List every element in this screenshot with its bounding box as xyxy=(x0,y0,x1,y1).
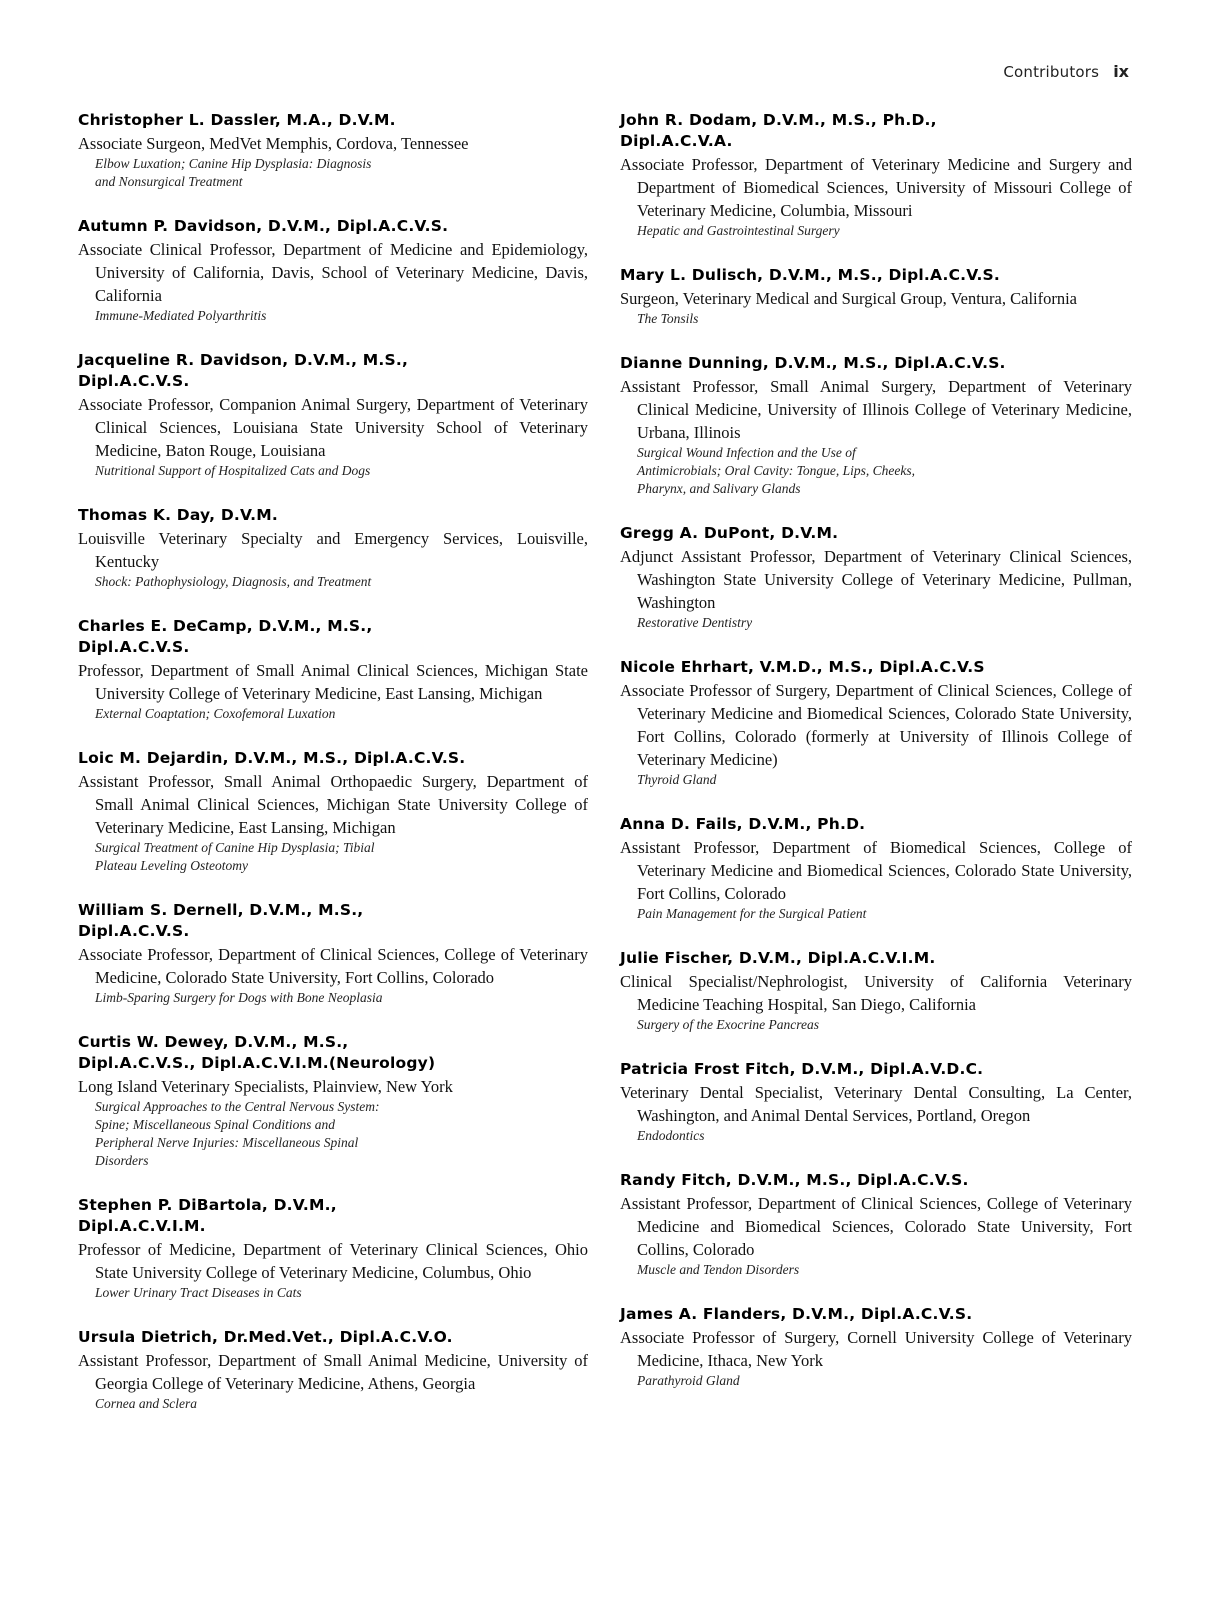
chapter-title-line: Limb-Sparing Surgery for Dogs with Bone Neoplasia xyxy=(95,990,383,1005)
contributor-name xyxy=(620,265,1132,286)
contributor-chapters xyxy=(620,1261,1132,1279)
contributor-chapters xyxy=(78,307,588,325)
contributor-chapters xyxy=(620,1016,1132,1034)
contributor-affiliation: Clinical Specialist/Nephrologist, University of California Veterinary Medicine Teaching Hospital, San Diego, California xyxy=(620,972,1132,1014)
contributor-chapters xyxy=(620,1127,1132,1145)
contributor-entry xyxy=(620,1059,1132,1145)
left-column xyxy=(78,110,588,1438)
contributor-name-line: Dianne Dunning, D.V.M., M.S., Dipl.A.C.V.S. xyxy=(620,354,1006,372)
contributor-entry xyxy=(78,1195,588,1302)
chapter-title-line: Restorative Dentistry xyxy=(637,615,753,630)
contributor-name-line: Anna D. Fails, D.V.M., Ph.D. xyxy=(620,815,866,833)
contributor-affiliation: Associate Professor of Surgery, Cornell University College of Veterinary Medicine, Ithaca, New York xyxy=(620,1328,1132,1370)
contributor-name xyxy=(78,900,588,942)
contributor-name-line: James A. Flanders, D.V.M., Dipl.A.C.V.S. xyxy=(620,1305,973,1323)
contributor-name-line: Dipl.A.C.V.S. xyxy=(78,638,190,656)
contributor-chapters xyxy=(78,1284,588,1302)
chapter-title-line: Antimicrobials; Oral Cavity: Tongue, Lips, Cheeks, xyxy=(637,463,915,478)
contributor-name xyxy=(620,1059,1132,1080)
contributor-name xyxy=(78,748,588,769)
contributor-name-line: Nicole Ehrhart, V.M.D., M.S., Dipl.A.C.V.S xyxy=(620,658,985,676)
contributor-name-line: Randy Fitch, D.V.M., M.S., Dipl.A.C.V.S. xyxy=(620,1171,969,1189)
contributor-affiliation: Long Island Veterinary Specialists, Plainview, New York xyxy=(78,1077,453,1096)
contributor-affiliation: Associate Professor of Surgery, Department of Clinical Sciences, College of Veterinary Medicine and Biomedical Sciences, Colorado State University, Fort Collins, Colorado (formerly at University of Illinois College of Veterinary Medicine) xyxy=(620,681,1132,769)
contributor-name-line: Thomas K. Day, D.V.M. xyxy=(78,506,278,524)
contributor-chapters xyxy=(620,222,1132,240)
chapter-title-line: Parathyroid Gland xyxy=(637,1373,740,1388)
contributor-name xyxy=(620,1170,1132,1191)
contributor-entry xyxy=(620,1170,1132,1279)
contributor-affiliation: Associate Professor, Department of Veterinary Medicine and Surgery and Department of Biomedical Sciences, University of Missouri College of Veterinary Medicine, Columbia, Missouri xyxy=(620,155,1132,220)
contributor-name-line: Dipl.A.C.V.S. xyxy=(78,922,190,940)
contributor-entry xyxy=(620,657,1132,789)
contributor-entry xyxy=(78,900,588,1007)
contributor-name-line: William S. Dernell, D.V.M., M.S., xyxy=(78,901,364,919)
contributor-affiliation: Assistant Professor, Small Animal Surgery, Department of Veterinary Clinical Medicine, University of Illinois College of Veterinary Medicine, Urbana, Illinois xyxy=(620,377,1132,442)
contributor-chapters xyxy=(78,462,588,480)
contributor-name xyxy=(78,110,588,131)
contributor-chapters xyxy=(78,1395,588,1413)
contributor-name xyxy=(620,657,1132,678)
contributor-affiliation: Adjunct Assistant Professor, Department of Veterinary Clinical Sciences, Washington State University College of Veterinary Medicine, Pullman, Washington xyxy=(620,547,1132,612)
chapter-title-line: Disorders xyxy=(95,1153,149,1168)
contributor-name-line: Gregg A. DuPont, D.V.M. xyxy=(620,524,839,542)
contributor-chapters xyxy=(78,1098,588,1170)
contributor-entry xyxy=(620,523,1132,632)
chapter-title-line: Plateau Leveling Osteotomy xyxy=(95,858,248,873)
chapter-title-line: Peripheral Nerve Injuries: Miscellaneous Spinal xyxy=(95,1135,359,1150)
contributor-chapters xyxy=(78,705,588,723)
right-column xyxy=(620,110,1132,1415)
chapter-title-line: Pain Management for the Surgical Patient xyxy=(637,906,867,921)
contributor-chapters xyxy=(620,614,1132,632)
chapter-title-line: Muscle and Tendon Disorders xyxy=(637,1262,800,1277)
contributor-entry xyxy=(620,1304,1132,1390)
contributor-entry xyxy=(78,350,588,480)
chapter-title-line: Surgical Wound Infection and the Use of xyxy=(637,445,856,460)
contributor-name-line: Dipl.A.C.V.I.M. xyxy=(78,1217,206,1235)
contributor-affiliation: Veterinary Dental Specialist, Veterinary Dental Consulting, La Center, Washington, and Animal Dental Services, Portland, Oregon xyxy=(620,1083,1132,1125)
contributor-chapters xyxy=(620,905,1132,923)
chapter-title-line: Surgical Treatment of Canine Hip Dysplasia; Tibial xyxy=(95,840,375,855)
chapter-title-line: Hepatic and Gastrointestinal Surgery xyxy=(637,223,840,238)
contributor-name-line: Jacqueline R. Davidson, D.V.M., M.S., xyxy=(78,351,409,369)
chapter-title-line: and Nonsurgical Treatment xyxy=(95,174,243,189)
contributor-name xyxy=(78,1195,588,1237)
contributor-chapters xyxy=(620,310,1132,328)
contributor-name-line: Dipl.A.C.V.A. xyxy=(620,132,733,150)
contributor-entry xyxy=(78,748,588,875)
chapter-title-line: Elbow Luxation; Canine Hip Dysplasia: Diagnosis xyxy=(95,156,372,171)
contributor-affiliation: Associate Professor, Department of Clinical Sciences, College of Veterinary Medicine, Colorado State University, Fort Collins, Colorado xyxy=(78,945,588,987)
chapter-title-line: External Coaptation; Coxofemoral Luxation xyxy=(95,706,336,721)
contributor-name-line: Dipl.A.C.V.S. xyxy=(78,372,190,390)
contributor-affiliation: Associate Professor, Companion Animal Surgery, Department of Veterinary Clinical Sciences, Louisiana State University School of Veterinary Medicine, Baton Rouge, Louisiana xyxy=(78,395,588,460)
contributor-name-line: Stephen P. DiBartola, D.V.M., xyxy=(78,1196,337,1214)
contributor-name-line: Autumn P. Davidson, D.V.M., Dipl.A.C.V.S. xyxy=(78,217,449,235)
page-number: ix xyxy=(1113,62,1129,81)
contributor-chapters xyxy=(78,989,588,1007)
contributor-chapters xyxy=(620,1372,1132,1390)
chapter-title-line: Cornea and Sclera xyxy=(95,1396,197,1411)
contributor-affiliation: Assistant Professor, Small Animal Orthopaedic Surgery, Department of Small Animal Clinical Sciences, Michigan State University College of Veterinary Medicine, East Lansing, Michigan xyxy=(78,772,588,837)
chapter-title-line: Immune-Mediated Polyarthritis xyxy=(95,308,267,323)
contributor-entry xyxy=(78,216,588,325)
chapter-title-line: Surgery of the Exocrine Pancreas xyxy=(637,1017,819,1032)
contributor-entry xyxy=(78,110,588,191)
contributor-name xyxy=(620,948,1132,969)
contributor-affiliation: Associate Clinical Professor, Department of Medicine and Epidemiology, University of California, Davis, School of Veterinary Medicine, Davis, California xyxy=(78,240,588,305)
contributor-affiliation: Associate Surgeon, MedVet Memphis, Cordova, Tennessee xyxy=(78,134,469,153)
chapter-title-line: Nutritional Support of Hospitalized Cats and Dogs xyxy=(95,463,371,478)
chapter-title-line: Lower Urinary Tract Diseases in Cats xyxy=(95,1285,302,1300)
chapter-title-line: Spine; Miscellaneous Spinal Conditions and xyxy=(95,1117,335,1132)
contributor-affiliation: Professor of Medicine, Department of Veterinary Clinical Sciences, Ohio State University College of Veterinary Medicine, Columbus, Ohio xyxy=(78,1240,588,1282)
contributor-entry xyxy=(620,110,1132,240)
contributor-entry xyxy=(620,948,1132,1034)
contributor-name xyxy=(78,350,588,392)
contributor-chapters xyxy=(620,444,1132,498)
contributor-chapters xyxy=(620,771,1132,789)
contributor-affiliation: Assistant Professor, Department of Clinical Sciences, College of Veterinary Medicine and Biomedical Sciences, Colorado State University, Fort Collins, Colorado xyxy=(620,1194,1132,1259)
chapter-title-line: Endodontics xyxy=(637,1128,705,1143)
contributor-name-line: Patricia Frost Fitch, D.V.M., Dipl.A.V.D.C. xyxy=(620,1060,984,1078)
contributor-name xyxy=(78,216,588,237)
contributor-entry xyxy=(620,265,1132,328)
contributor-name xyxy=(620,814,1132,835)
contributor-name-line: Ursula Dietrich, Dr.Med.Vet., Dipl.A.C.V.O. xyxy=(78,1328,453,1346)
contributor-entry xyxy=(78,505,588,591)
contributor-affiliation: Assistant Professor, Department of Small Animal Medicine, University of Georgia College of Veterinary Medicine, Athens, Georgia xyxy=(78,1351,588,1393)
contributor-entry xyxy=(620,353,1132,498)
contributor-name-line: Charles E. DeCamp, D.V.M., M.S., xyxy=(78,617,373,635)
contributor-chapters xyxy=(78,839,588,875)
contributor-name-line: Mary L. Dulisch, D.V.M., M.S., Dipl.A.C.V.S. xyxy=(620,266,1000,284)
chapter-title-line: The Tonsils xyxy=(637,311,699,326)
contributor-affiliation: Professor, Department of Small Animal Clinical Sciences, Michigan State University College of Veterinary Medicine, East Lansing, Michigan xyxy=(78,661,588,703)
contributor-name xyxy=(78,616,588,658)
chapter-title-line: Thyroid Gland xyxy=(637,772,717,787)
contributor-name-line: Julie Fischer, D.V.M., Dipl.A.C.V.I.M. xyxy=(620,949,936,967)
contributor-name-line: John R. Dodam, D.V.M., M.S., Ph.D., xyxy=(620,111,937,129)
contributor-name-line: Curtis W. Dewey, D.V.M., M.S., xyxy=(78,1033,349,1051)
contributor-entry xyxy=(78,1032,588,1170)
chapter-title-line: Surgical Approaches to the Central Nervous System: xyxy=(95,1099,380,1114)
contributor-name xyxy=(620,110,1132,152)
contributor-name xyxy=(78,1032,588,1074)
contributor-name-line: Christopher L. Dassler, M.A., D.V.M. xyxy=(78,111,396,129)
contributor-affiliation: Louisville Veterinary Specialty and Emergency Services, Louisville, Kentucky xyxy=(78,529,588,571)
chapter-title-line: Pharynx, and Salivary Glands xyxy=(637,481,801,496)
contributor-entry xyxy=(78,1327,588,1413)
contributor-entry xyxy=(620,814,1132,923)
contributor-name xyxy=(620,353,1132,374)
contributor-affiliation: Assistant Professor, Department of Biomedical Sciences, College of Veterinary Medicine and Biomedical Sciences, Colorado State University, Fort Collins, Colorado xyxy=(620,838,1132,903)
contributor-affiliation: Surgeon, Veterinary Medical and Surgical Group, Ventura, California xyxy=(620,289,1078,308)
running-header-title: Contributors xyxy=(1003,63,1100,81)
contributor-name xyxy=(78,505,588,526)
contributor-name xyxy=(78,1327,588,1348)
chapter-title-line: Shock: Pathophysiology, Diagnosis, and Treatment xyxy=(95,574,372,589)
contributor-name xyxy=(620,1304,1132,1325)
contributor-name-line: Dipl.A.C.V.S., Dipl.A.C.V.I.M.(Neurology) xyxy=(78,1054,436,1072)
contributor-chapters xyxy=(78,573,588,591)
contributor-entry xyxy=(78,616,588,723)
contributor-chapters xyxy=(78,155,588,191)
contributor-name-line: Loic M. Dejardin, D.V.M., M.S., Dipl.A.C.V.S. xyxy=(78,749,466,767)
contributor-name xyxy=(620,523,1132,544)
running-header xyxy=(1003,62,1129,81)
